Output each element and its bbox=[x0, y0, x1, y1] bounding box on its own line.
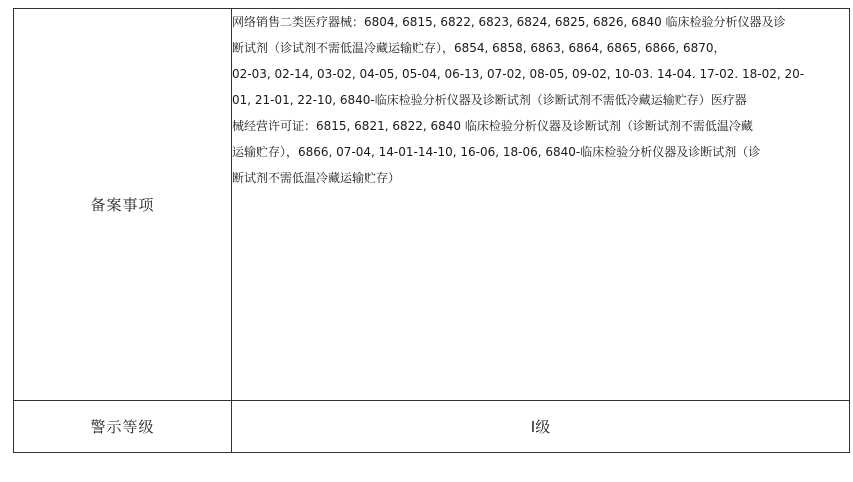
filing-items-content bbox=[232, 9, 850, 401]
filing-items-label: 备案事项 bbox=[14, 9, 232, 401]
filing-items-line: 断试剂（诊试剂不需低温冷藏运输贮存），6854, 6858, 6863, 6864, 6865, 6866, 6870， bbox=[232, 41, 726, 55]
record-table bbox=[13, 8, 850, 453]
table-row-filing-items bbox=[14, 9, 850, 401]
filing-items-line: 械经营许可证：6815, 6821, 6822, 6840 临床检验分析仪器及诊断试剂（诊断试剂不需低温冷藏 bbox=[232, 119, 753, 133]
warning-level-value: Ⅰ级 bbox=[232, 401, 850, 453]
warning-level-label: 警示等级 bbox=[14, 401, 232, 453]
filing-items-line: 运输贮存），6866, 07-04, 14-01-14-10, 16-06, 18-06, 6840-临床检验分析仪器及诊断试剂（诊 bbox=[232, 145, 761, 159]
filing-items-line: 02-03, 02-14, 03-02, 04-05, 05-04, 06-13, 07-02, 08-05, 09-02, 10-03. 14-04. 17-02. 18-02, 20- bbox=[232, 67, 805, 81]
filing-items-line: 断试剂不需低温冷藏运输贮存） bbox=[232, 171, 401, 185]
filing-items-line: 01, 21-01, 22-10, 6840-临床检验分析仪器及诊断试剂（诊断试剂不需低冷藏运输贮存）医疗器 bbox=[232, 93, 747, 107]
table-row-warning-level bbox=[14, 401, 850, 453]
filing-items-line: 网络销售二类医疗器械：6804, 6815, 6822, 6823, 6824, 6825, 6826, 6840 临床检验分析仪器及诊 bbox=[232, 15, 786, 29]
